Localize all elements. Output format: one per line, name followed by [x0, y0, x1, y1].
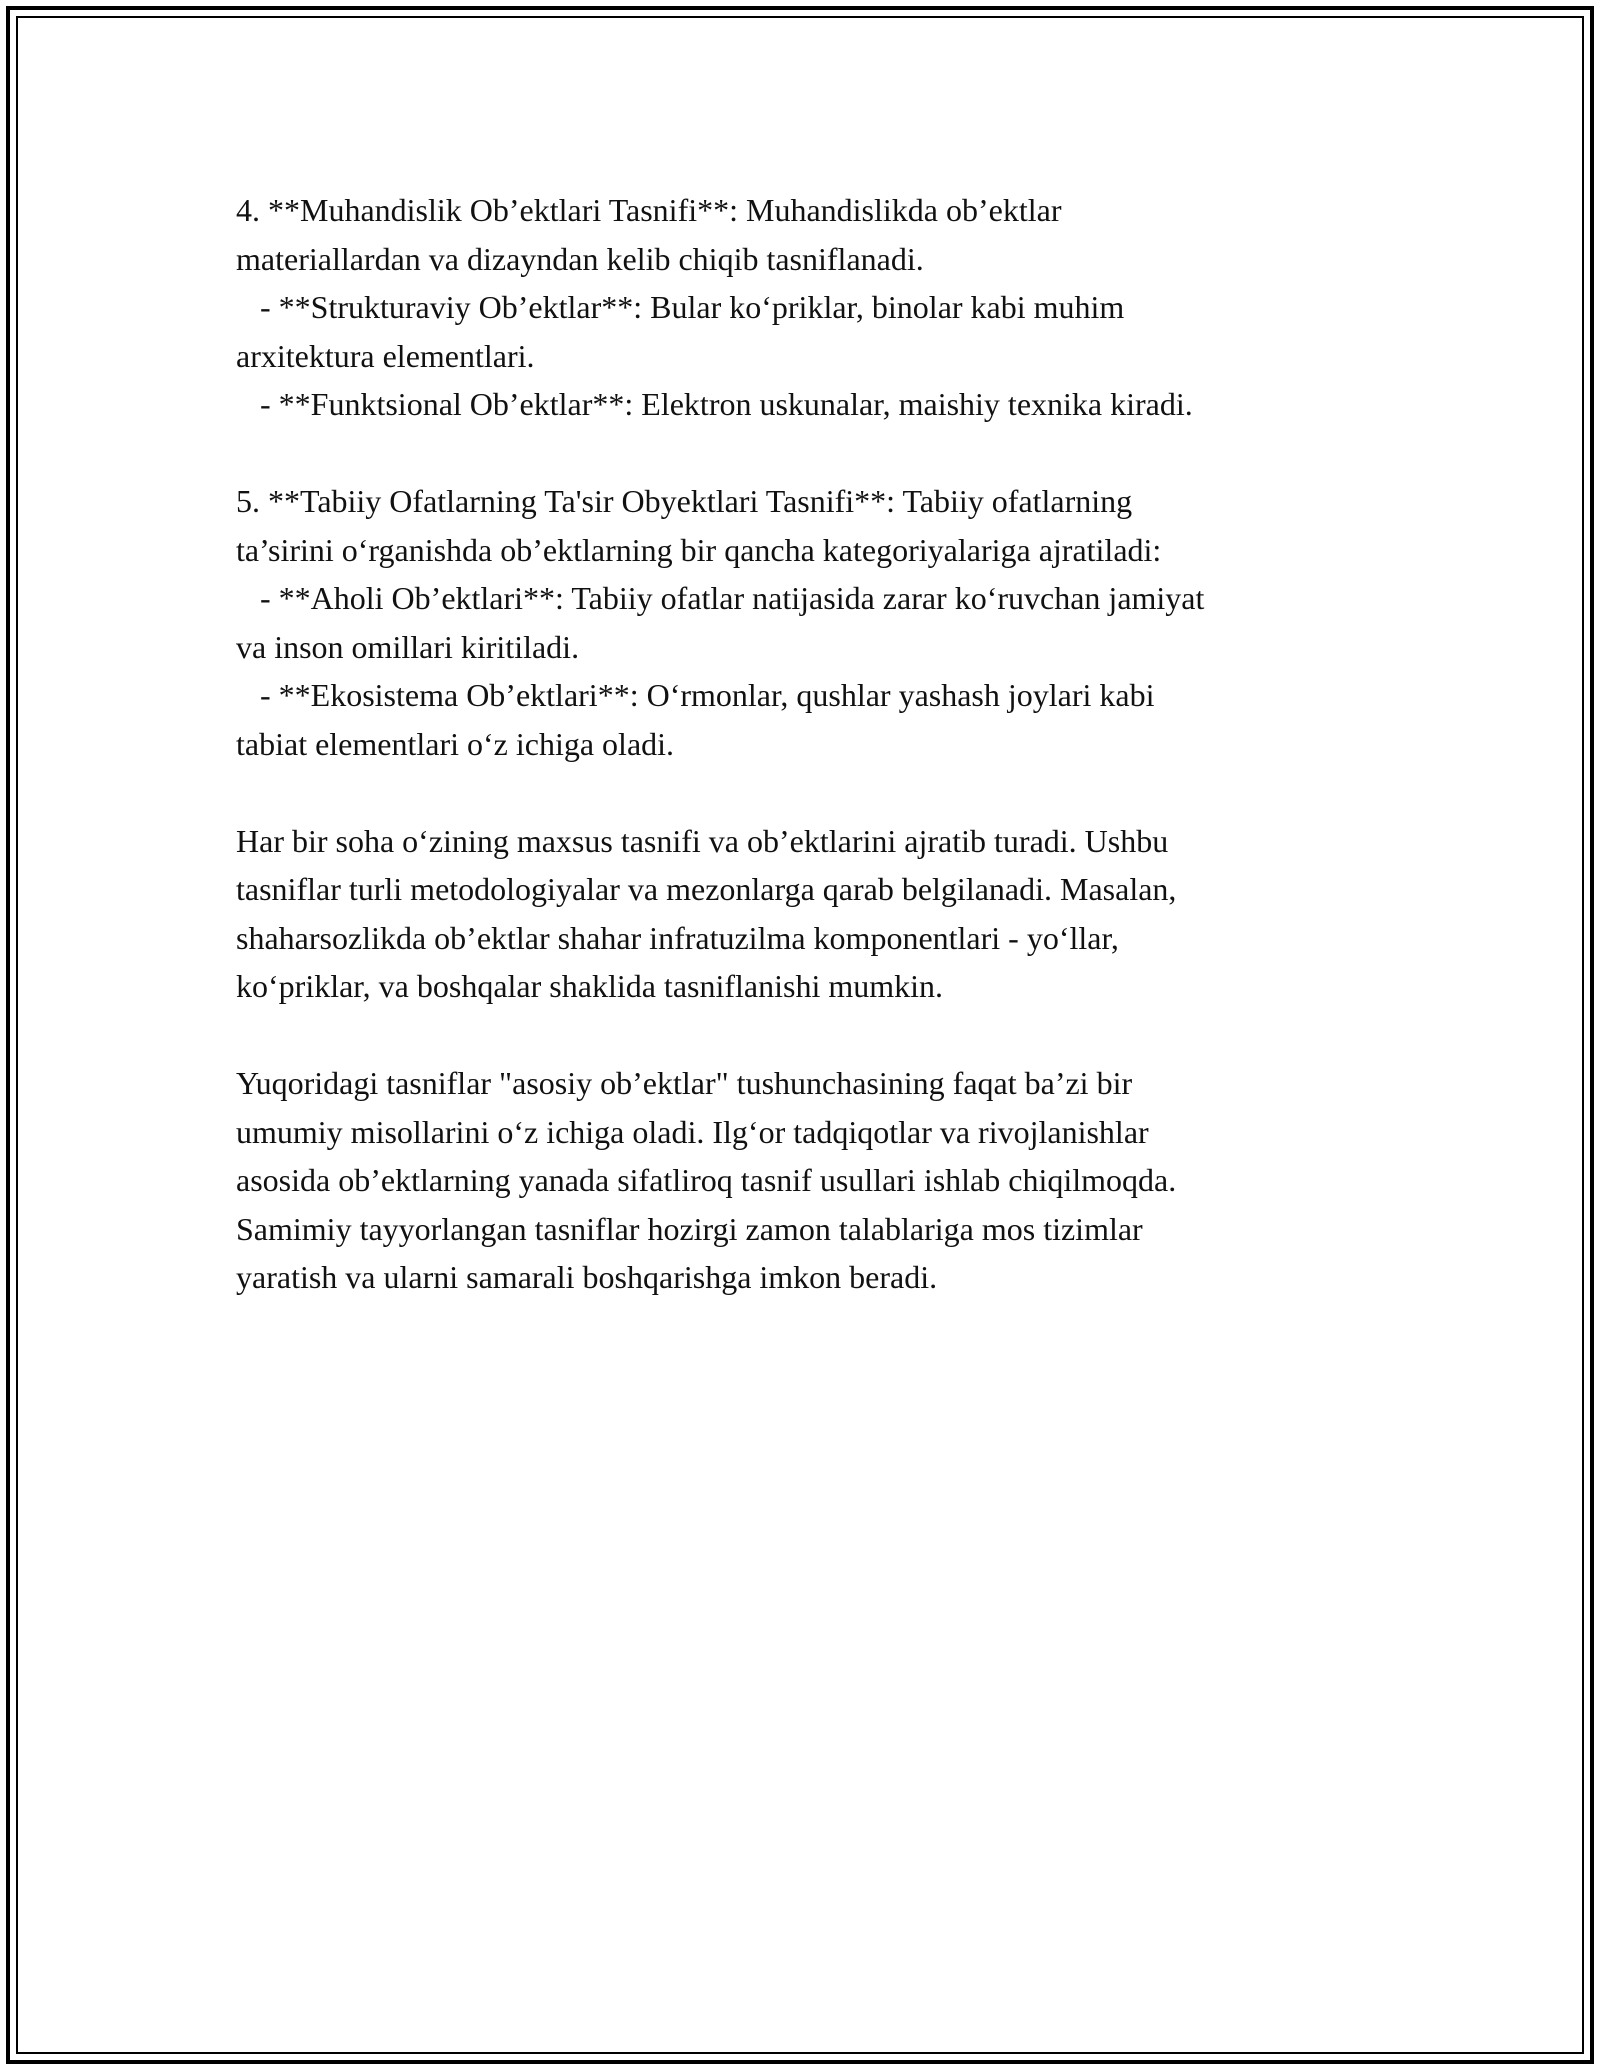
section-natural-disaster-objects: [236, 477, 1366, 768]
text-line: tasniflar turli metodologiyalar va mezonlarga qarab belgilanadi. Masalan,: [236, 871, 1177, 907]
paragraph-fields: [236, 817, 1366, 1011]
section-engineering-objects: [236, 186, 1366, 429]
paragraph-spacer: [236, 768, 1366, 817]
paragraph-conclusion: [236, 1059, 1366, 1302]
text-line: Yuqoridagi tasniflar "asosiy ob’ektlar" tushunchasining faqat ba’zi bir: [236, 1065, 1133, 1101]
text-line: arxitektura elementlari.: [236, 337, 535, 374]
list-item-ecosystem: - **Ekosistema Ob’ektlari**: O‘rmonlar, qushlar yashash joylari kabi: [260, 677, 1155, 713]
text-line: Samimiy tayyorlangan tasniflar hozirgi zamon talablariga mos tizimlar: [236, 1210, 1143, 1247]
document-body: [236, 186, 1366, 1302]
paragraph-spacer: [236, 1011, 1366, 1060]
text-line: ta’sirini o‘rganishda ob’ektlarning bir qancha kategoriyalariga ajratiladi:: [236, 531, 1162, 568]
text-line: materiallardan va dizayndan kelib chiqib tasniflanadi.: [236, 240, 924, 277]
text-line: tabiat elementlari o‘z ichiga oladi.: [236, 725, 675, 762]
text-line: umumiy misollarini o‘z ichiga oladi. Ilg‘or tadqiqotlar va rivojlanishlar: [236, 1113, 1149, 1150]
text-line: 5. **Tabiiy Ofatlarning Ta'sir Obyektlari Tasnifi**: Tabiiy ofatlarning: [236, 483, 1133, 519]
text-line: yaratish va ularni samarali boshqarishga imkon beradi.: [236, 1259, 938, 1295]
text-line: ko‘priklar, va boshqalar shaklida tasniflanishi mumkin.: [236, 968, 944, 1004]
list-item-structural: - **Strukturaviy Ob’ektlar**: Bular ko‘priklar, binolar kabi muhim: [260, 289, 1125, 325]
text-line: 4. **Muhandislik Ob’ektlari Tasnifi**: Muhandislikda ob’ektlar: [236, 192, 1062, 228]
paragraph-spacer: [236, 429, 1366, 478]
text-line: va inson omillari kiritiladi.: [236, 628, 580, 665]
text-line: asosida ob’ektlarning yanada sifatliroq tasnif usullari ishlab chiqilmoqda.: [236, 1162, 1177, 1198]
text-line: shaharsozlikda ob’ektlar shahar infratuzilma komponentlari - yo‘llar,: [236, 919, 1119, 956]
list-item-functional: - **Funktsional Ob’ektlar**: Elektron uskunalar, maishiy texnika kiradi.: [260, 386, 1193, 422]
text-line: Har bir soha o‘zining maxsus tasnifi va ob’ektlarini ajratib turadi. Ushbu: [236, 822, 1169, 859]
list-item-population: - **Aholi Ob’ektlari**: Tabiiy ofatlar natijasida zarar ko‘ruvchan jamiyat: [260, 580, 1205, 616]
